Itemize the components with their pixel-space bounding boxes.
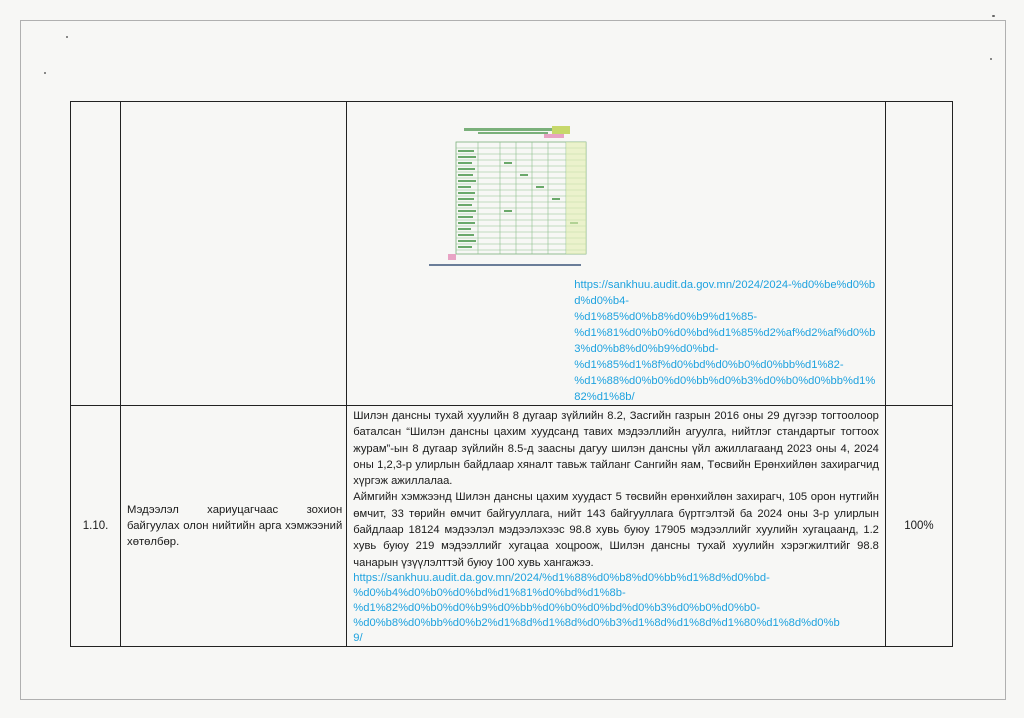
percent-cell [885, 102, 952, 406]
link-line[interactable]: 9/ [353, 631, 363, 644]
title-cell [121, 102, 347, 406]
item-title: Мэдээлэл хариуцагчаас зохион байгуулах олон нийтийн арга хэмжээний хөтөлбөр. [121, 406, 347, 647]
link-line[interactable]: %d1%88%d0%b0%d0%bb%d0%b3%d0%b0%d0%bb%d1%82%d1%8b/ [574, 375, 876, 403]
scan-speck [992, 15, 995, 17]
link-line[interactable]: %d1%85%d0%b8%d0%b9%d1%85- [574, 311, 758, 323]
scan-speck [66, 36, 68, 38]
link-line[interactable]: %d1%81%d0%b0%d0%bd%d1%85%d2%af%d2%af%d0%b3%d0%b8%d0%b9%d0%bd- [574, 327, 876, 355]
link-line[interactable]: https://sankhuu.audit.da.gov.mn/2024/%d1%88%d0%b8%d0%bb%d1%8d%d0%bd- [353, 571, 770, 584]
table-row [71, 406, 953, 647]
report-link[interactable] [353, 571, 879, 646]
table-row [71, 102, 953, 406]
link-line[interactable]: %d1%82%d0%b0%d0%b9%d0%bb%d0%b0%d0%bd%d0%b3%d0%b0%d0%b0- [353, 601, 761, 614]
top-row-link[interactable] [347, 277, 885, 405]
link-line[interactable]: %d0%b4%d0%b0%d0%bd%d1%81%d0%bd%d1%8b- [353, 586, 626, 599]
paragraph-statistics: Аймгийн хэмжээнд Шилэн дансны цахим хуудаст 5 төсвийн ерөнхийлөн захирагч, 105 орон нутгийн өмчит, 33 төрийн өмчит байгууллага, нийт 143 байгууллага бүртгэлтэй ба 2024 оны 3-р улирлын байдлаар 18124 мэдээлэл мэдээлэхээс 98.8 хувь буюу 17905 мэдээллийг хуулийн хугацаанд, 1.2 хувь буюу 219 мэдээллийг хугацаа хоцроож, Шилэн дансны тухай хуулийн хэрэгжилтийг 98.8 чанарын үзүүлэлттэй буюу 100 хувь хангажээ. [353, 491, 879, 569]
scan-speck [44, 72, 46, 74]
link-line[interactable]: %d1%85%d1%8f%d0%bd%d0%b0%d0%bb%d1%82- [574, 359, 844, 371]
link-line[interactable]: https://sankhuu.audit.da.gov.mn/2024/2024-%d0%be%d0%bd%d0%b4- [574, 279, 876, 307]
document-thumbnail-area [347, 102, 885, 277]
row-number: 1.10. [71, 406, 121, 647]
report-table [70, 101, 953, 647]
spreadsheet-thumbnail-image [448, 122, 603, 270]
completion-percent: 100% [885, 406, 952, 647]
number-cell [71, 102, 121, 406]
link-line[interactable]: %d0%b8%d0%bb%d0%b2%d1%8d%d1%8d%d0%b3%d1%8d%d1%8d%d1%80%d1%8d%d0%b [353, 616, 840, 629]
content-cell [347, 406, 886, 647]
scan-speck [990, 58, 992, 60]
paragraph-report: Шилэн дансны тухай хуулийн 8 дугаар зүйлийн 8.2, Засгийн газрын 2016 оны 29 дүгээр тогтоолоор баталсан “Шилэн дансны цахим хуудсанд тавих мэдээллийн агуулга, нийтлэг стандартыг тогтоох журам”-ын 8 дугаар зүйлийн 8.5-д заасны дагуу шилэн дансны үйл ажиллагаанд 2023 оны 4, 2024 оны 1,2,3-р улирлын байдлаар хяналт тавьж тайланг Сангийн яам, Төсвийн Ерөнхийлөн захирагчид хүргэж ажиллалаа. [353, 410, 879, 488]
content-cell [347, 102, 886, 406]
thumbnail-divider [429, 264, 581, 266]
